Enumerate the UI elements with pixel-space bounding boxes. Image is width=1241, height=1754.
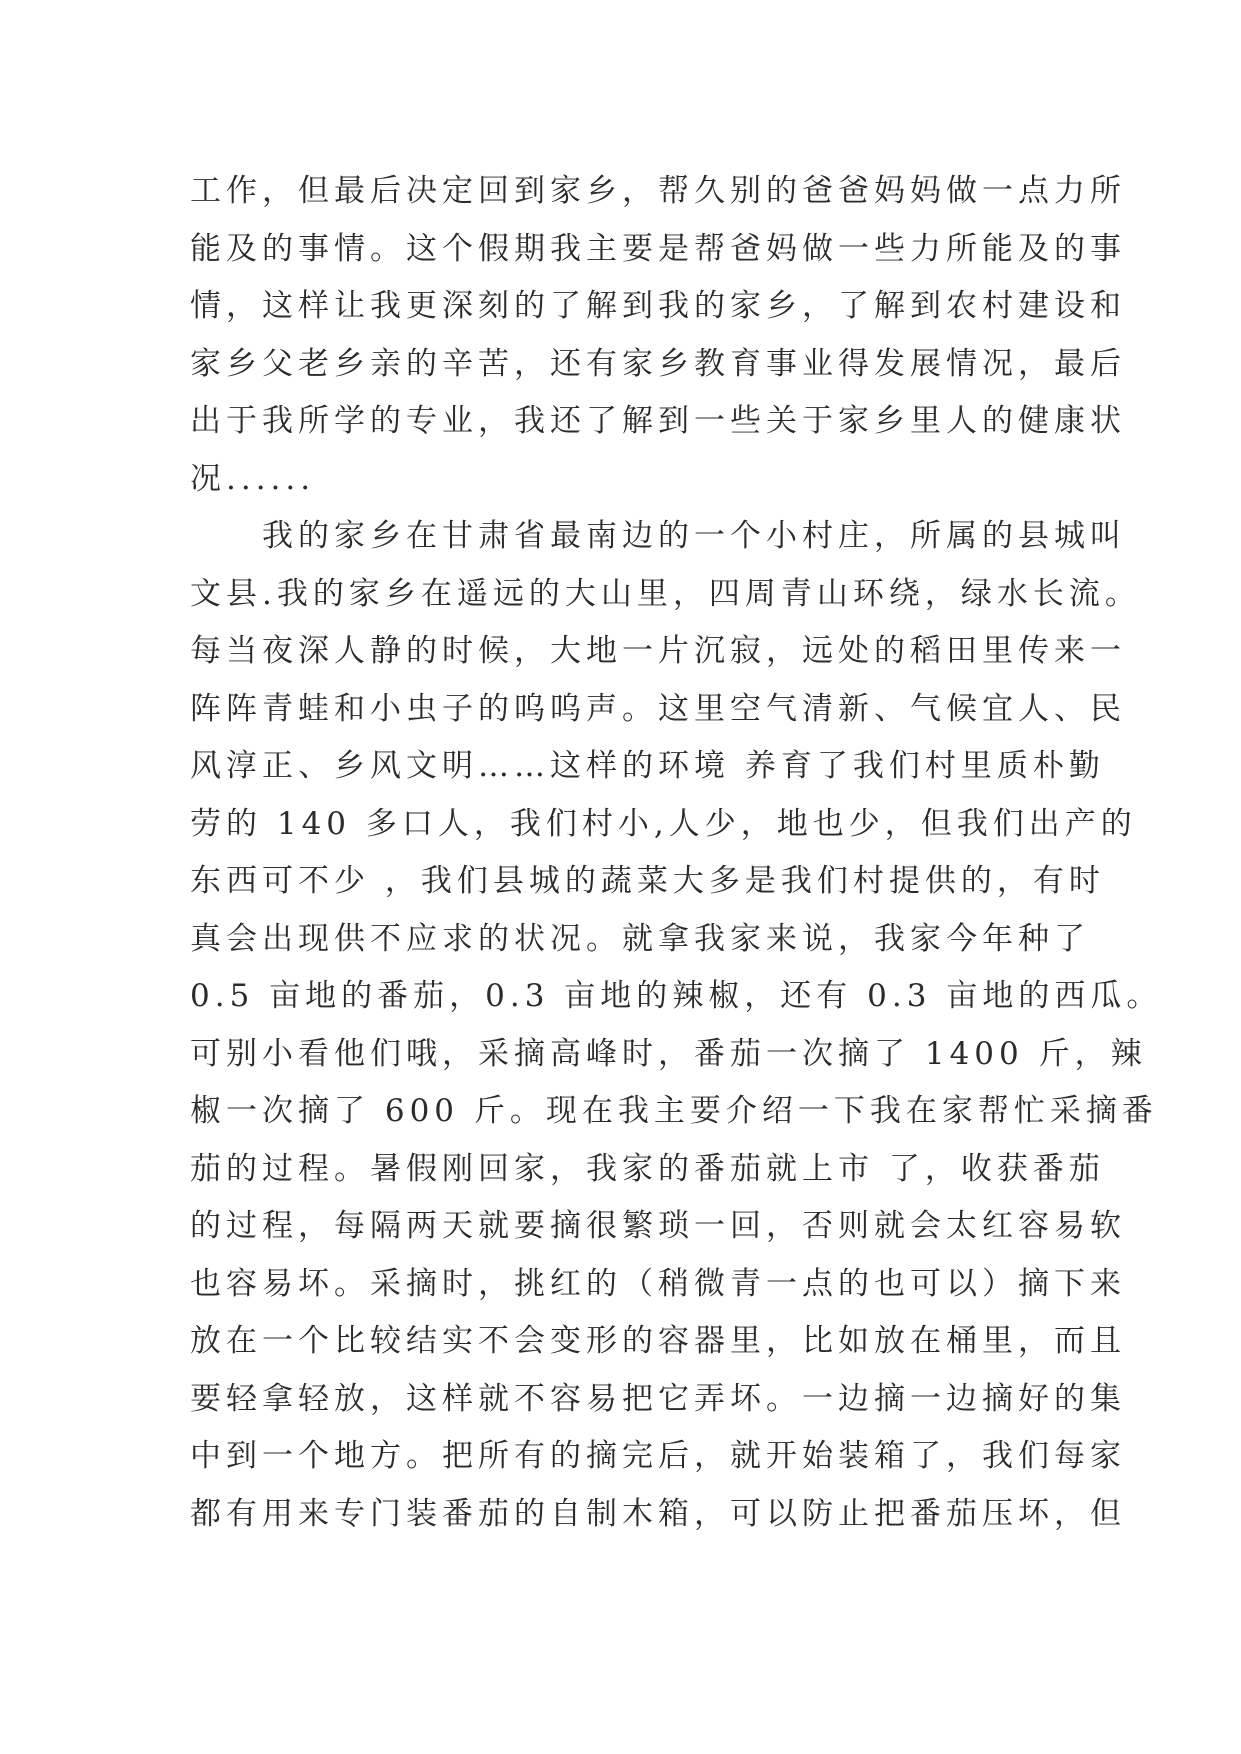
text-line: 茄的过程。暑假刚回家，我家的番茄就上市 了，收获番茄: [190, 1150, 1105, 1187]
text-line: 情，这样让我更深刻的了解到我的家乡，了解到农村建设和: [190, 288, 1126, 324]
text-line: 可别小看他们哦，采摘高峰时，番茄一次摘了 1400 斤，辣: [190, 1035, 1147, 1072]
text-line: 我的家乡在甘肃省最南边的一个小村庄，所属的县城叫: [190, 518, 1126, 554]
text-line: 风淳正、乡风文明……这样的环境 养育了我们村里质朴勤: [190, 748, 1105, 784]
text-line: 真会出现供不应求的状况。就拿我家来说，我家今年种了: [190, 920, 1090, 957]
text-line: 中到一个地方。把所有的摘完后，就开始装箱了，我们每家: [190, 1438, 1126, 1474]
text-line: 也容易坏。采摘时，挑红的（稍微青一点的也可以）摘下来: [190, 1265, 1126, 1302]
text-line: 工作，但最后决定回到家乡，帮久别的爸爸妈妈做一点力所: [190, 173, 1126, 209]
text-line: 0.5 亩地的番茄，0.3 亩地的辣椒，还有 0.3 亩地的西瓜。: [190, 978, 1163, 1014]
text-line: 每当夜深人静的时候，大地一片沉寂，远处的稻田里传来一: [190, 633, 1126, 669]
text-line: 要轻拿轻放，这样就不容易把它弄坏。一边摘一边摘好的集: [190, 1380, 1126, 1417]
text-line: 放在一个比较结实不会变形的容器里，比如放在桶里，而且: [190, 1323, 1126, 1359]
text-line: 况......: [190, 460, 316, 497]
text-line: 家乡父老乡亲的辛苦，还有家乡教育事业得发展情况，最后: [190, 345, 1126, 382]
text-line: 劳的 140 多口人，我们村小,人少，地也少，但我们出产的: [190, 805, 1137, 842]
text-line: 的过程，每隔两天就要摘很繁琐一回，否则就会太红容易软: [190, 1208, 1126, 1244]
text-line: 椒一次摘了 600 斤。现在我主要介绍一下我在家帮忙采摘番: [190, 1093, 1158, 1129]
text-line: 文县.我的家乡在遥远的大山里，四周青山环绕，绿水长流。: [190, 575, 1141, 612]
text-line: 出于我所学的专业，我还了解到一些关于家乡里人的健康状: [190, 403, 1126, 439]
text-line: 阵阵青蛙和小虫子的呜呜声。这里空气清新、气候宜人、民: [190, 690, 1126, 727]
text-line: 能及的事情。这个假期我主要是帮爸妈做一些力所能及的事: [190, 230, 1126, 267]
body-text: [190, 163, 1163, 1543]
text-line: 东西可不少 ，我们县城的蔬菜大多是我们村提供的，有时: [190, 863, 1105, 899]
text-line: 都有用来专门装番茄的自制木箱，可以防止把番茄压坏，但: [190, 1495, 1126, 1532]
